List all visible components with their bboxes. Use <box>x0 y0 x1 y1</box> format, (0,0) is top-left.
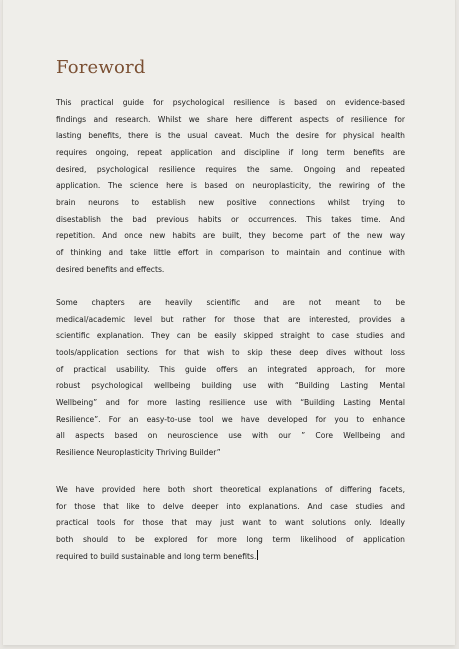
page-title: Foreword <box>56 57 146 78</box>
paragraph-chapters <box>56 295 405 462</box>
text-cursor <box>257 550 258 560</box>
paragraph-line: of practical usability. This guide offers an integrated approach, for more <box>56 364 405 374</box>
paragraph-intro <box>56 95 405 278</box>
paragraph-line-final <box>56 549 405 566</box>
paragraph-line: tools/application sections for that wish to skip these deep dives without loss <box>56 347 405 357</box>
paragraph-line: robust psychological wellbeing building use with “Building Lasting Mental <box>56 381 405 391</box>
paragraph-line: both should to be explored for more long term likelihood of application <box>56 534 405 544</box>
paragraph-line: Resilience”. For an easy-to-use tool we have developed for you to enhance <box>56 414 405 424</box>
document-page <box>3 0 455 645</box>
paragraph-line: application. The science here is based on neuroplasticity, the rewiring of the <box>56 181 405 191</box>
paragraph-line: repetition. And once new habits are built, they become part of the new way <box>56 231 405 241</box>
paragraph-line: of thinking and take little effort in comparison to maintain and continue with <box>56 247 405 257</box>
paragraph-line: disestablish the bad previous habits or occurrences. This takes time. And <box>56 214 405 224</box>
paragraph-line: requires ongoing, repeat application and discipline if long term benefits are <box>56 147 405 157</box>
paragraph-line: lasting benefits, there is the usual caveat. Much the desire for physical health <box>56 131 405 141</box>
paragraph-line: for those that like to delve deeper into explanations. And case studies and <box>56 501 405 511</box>
paragraph-line: Wellbeing” and for more lasting resilience use with “Building Lasting Mental <box>56 397 405 407</box>
paragraph-line: medical/academic level but rather for those that are interested, provides a <box>56 314 405 324</box>
paragraph-line: Resilience Neuroplasticity Thriving Builder” <box>56 447 221 457</box>
paragraph-line: brain neurons to establish new positive connections whilst trying to <box>56 197 405 207</box>
paragraph-line: all aspects based on neuroscience use with our ” Core Wellbeing and <box>56 431 405 441</box>
paragraph-line: This practical guide for psychological resilience is based on evidence-based <box>56 98 405 107</box>
paragraph-line: practical tools for those that may just want to want solutions only. Ideally <box>56 518 405 528</box>
paragraph-line: desired benefits and effects. <box>56 264 165 274</box>
paragraph-line: desired, psychological resilience requires the same. Ongoing and repeated <box>56 164 405 174</box>
paragraph-line: Some chapters are heavily scientific and are not meant to be <box>56 298 405 307</box>
paragraph-line: findings and research. Whilst we share here different aspects of resilience for <box>56 114 405 124</box>
paragraph-line: scientific explanation. They can be easily skipped straight to case studies and <box>56 331 405 341</box>
paragraph-line-text: required to build sustainable and long term benefits. <box>56 551 257 561</box>
paragraph-line: We have provided here both short theoretical explanations of differing facets, <box>56 485 405 494</box>
paragraph-approach <box>56 482 405 565</box>
